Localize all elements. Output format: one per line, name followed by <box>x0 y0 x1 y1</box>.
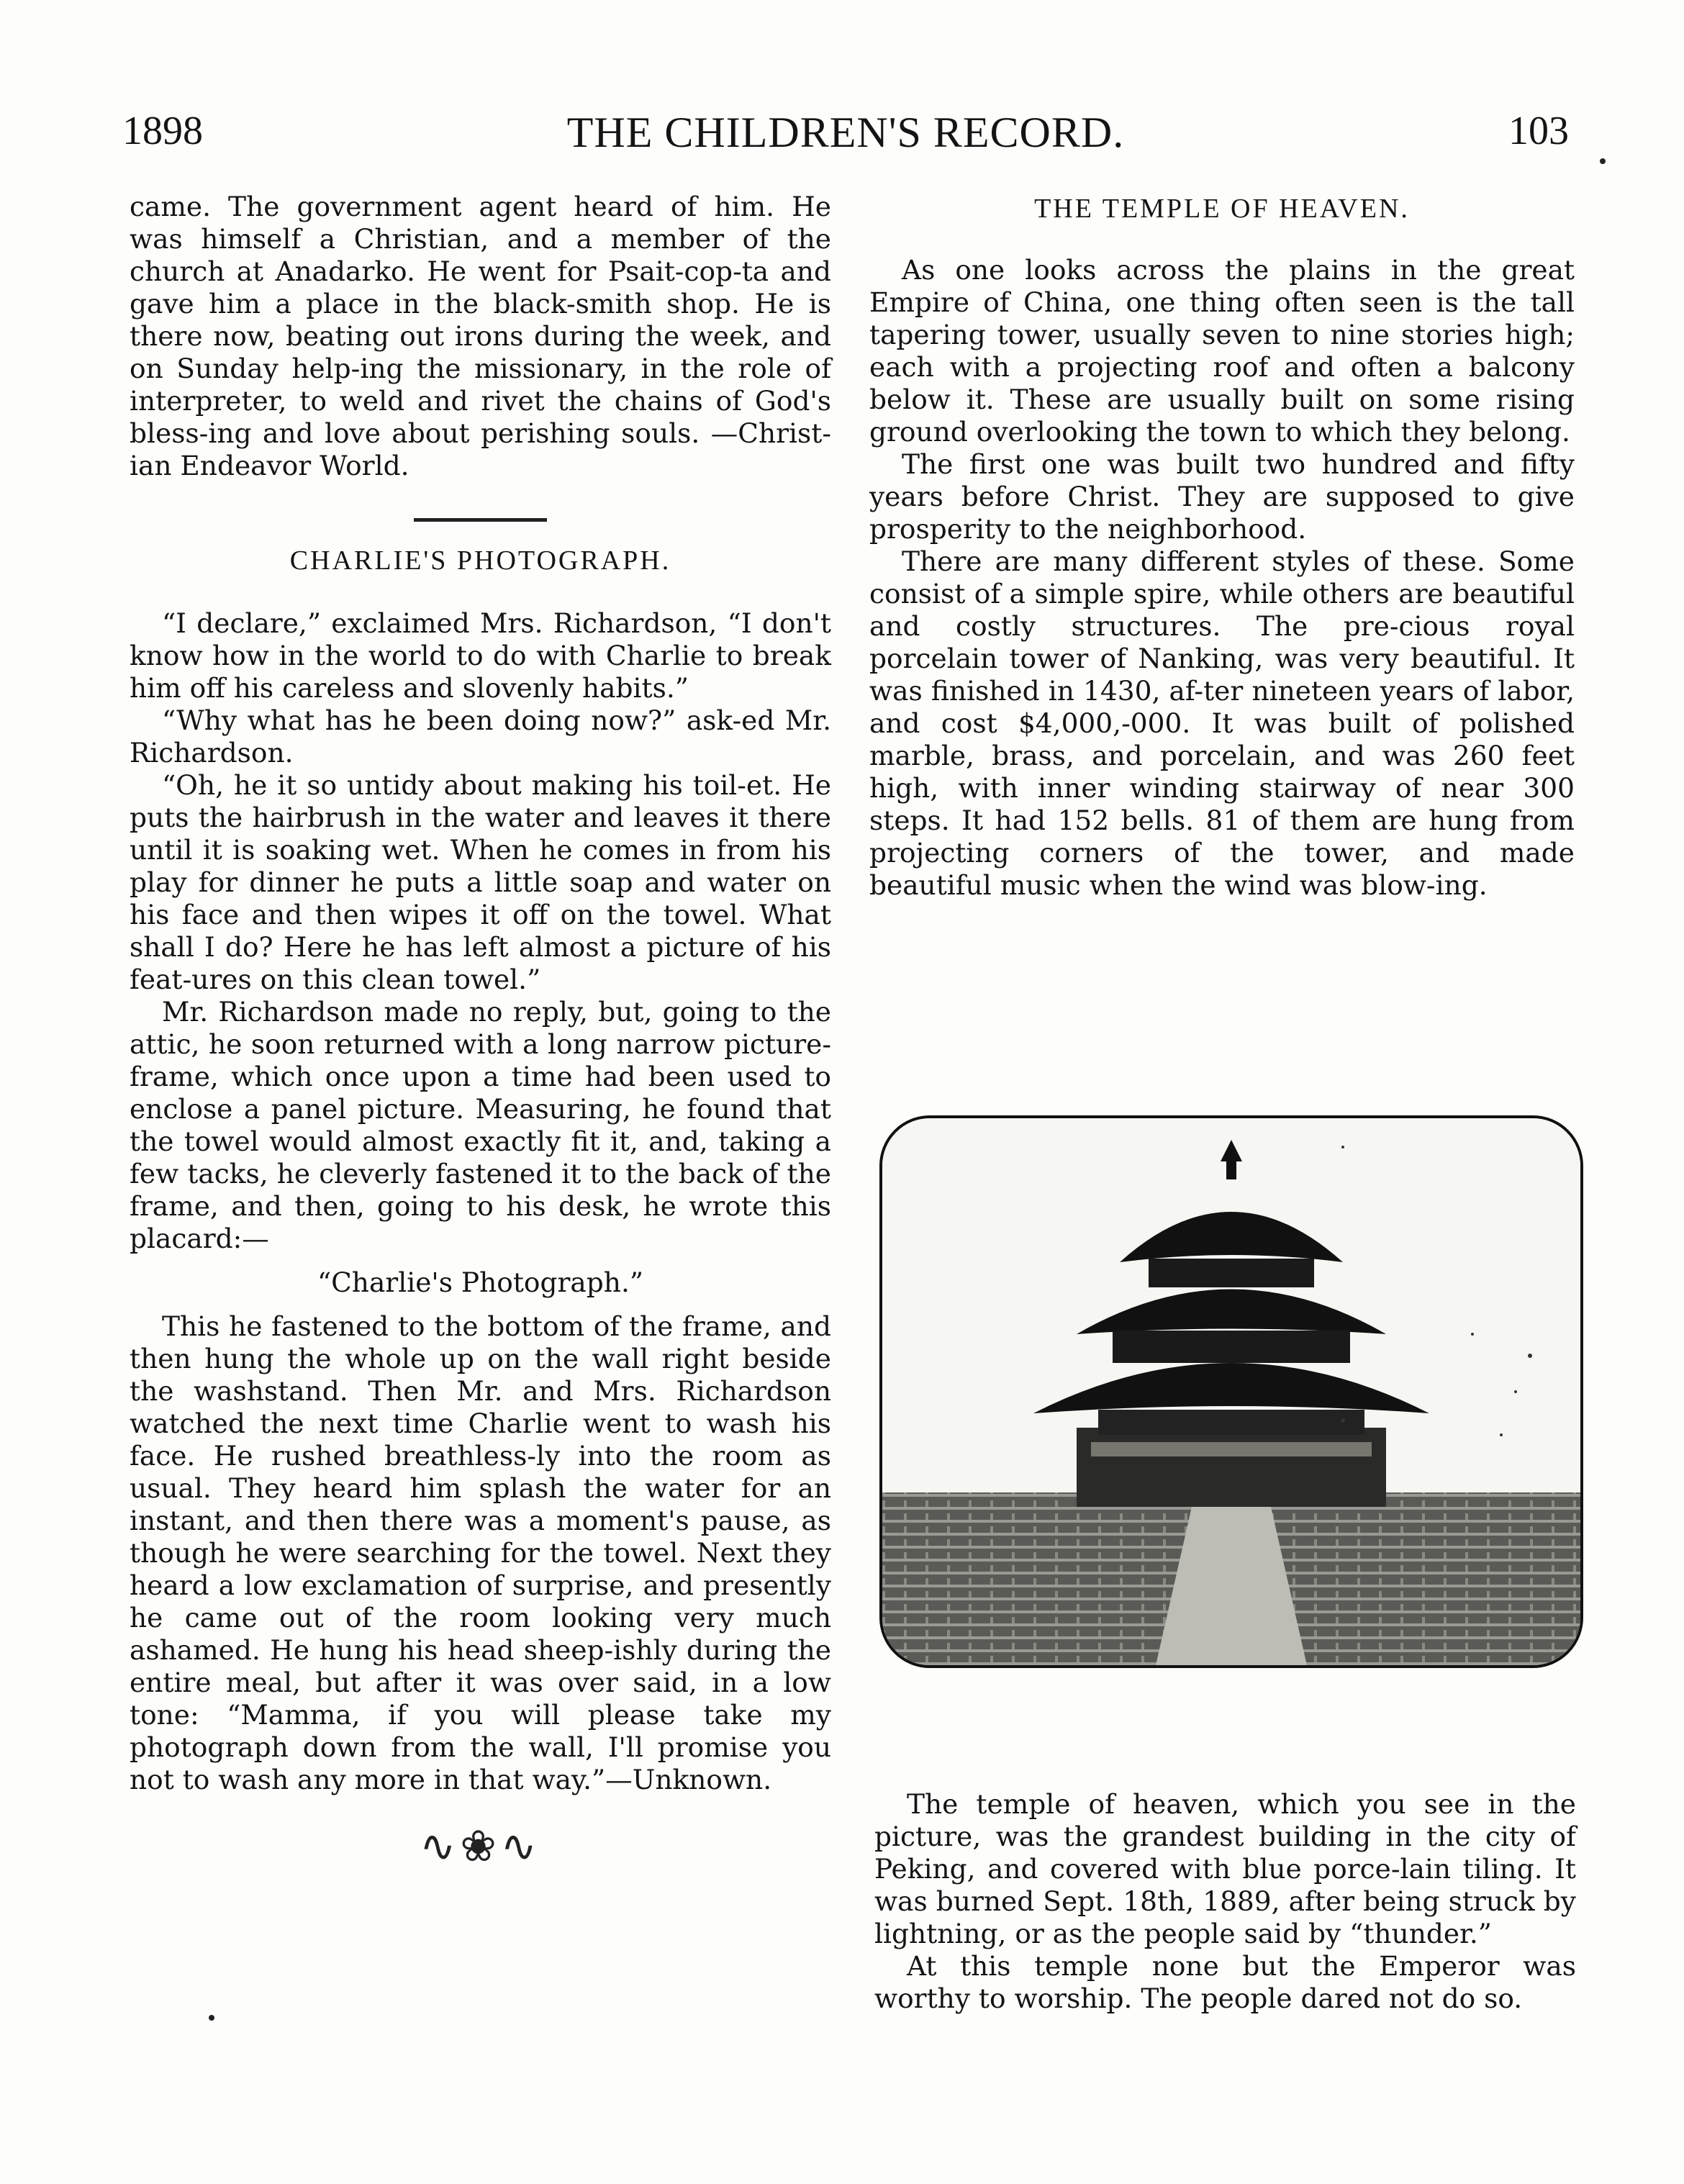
temple-photo <box>879 1115 1583 1668</box>
placard-text: “Charlie's Photograph.” <box>317 1267 644 1298</box>
publication-title: THE CHILDREN'S RECORD. <box>566 109 1125 156</box>
article-paragraph: As one looks across the plains in the great Empire of China, one thing often seen is the tall tapering tower, usually seven to nine stories high; each with a projecting roof and often a balcony below it. These are usually built on some rising ground overlooking the town to which they belong. <box>869 254 1575 448</box>
print-speck <box>1600 158 1606 164</box>
intro-paragraph: came. The government agent heard of him. He was himself a Christian, and a member of the church at Anadarko. He went for Psait-cop-ta and gave him a place in the black-smith shop. He is there now, beating out irons during the week, and on Sunday help-ing the missionary, in the role of interpreter, to weld and rivet the chains of God's bless-ing and love about perishing souls. —Christ-ian Endeavor World. <box>130 191 831 481</box>
story-paragraph: “I declare,” exclaimed Mrs. Richardson, “I don't know how in the world to do with Charlie to break him off his careless and slovenly habits.” <box>130 607 831 704</box>
article-paragraph: There are many different styles of these. Some consist of a simple spire, while others are beautiful and costly structures. The pre-cious royal porcelain tower of Nanking, was very beautiful. It was finished in 1430, af-ter nineteen years of labor, and cost $4,000,-000. It was built of polished marble, brass, and porcelain, and was 260 feet high, with inner winding stairway of near 300 steps. It had 152 bells. 81 of them are hung from projecting corners of the tower, and made beautiful music when the wind was blow-ing. <box>869 545 1575 901</box>
header-year: 1898 <box>122 109 203 153</box>
story-paragraph: “Why what has he been doing now?” ask-ed Mr. Richardson. <box>130 704 831 769</box>
article-paragraph: The first one was built two hundred and fifty years before Christ. They are supposed to give prosperity to the neighborhood. <box>869 448 1575 545</box>
story-paragraph: “Oh, he it so untidy about making his toil-et. He puts the hairbrush in the water and leaves it there until it is soaking wet. When he comes in from his play for dinner he puts a little soap and water on his face and then wipes it off on the towel. What shall I do? Here he has left almost a picture of his feat-ures on this clean towel.” <box>130 769 831 995</box>
story-title: CHARLIE'S PHOTOGRAPH. <box>289 545 671 576</box>
left-column <box>130 191 831 1872</box>
ornament-icon: ∿❀∿ <box>420 1821 541 1872</box>
story-paragraph: Mr. Richardson made no reply, but, going to the attic, he soon returned with a long narrow picture-frame, which once upon a time had been used to enclose a panel picture. Measuring, he found that the towel would almost exactly fit it, and, taking a few tacks, he cleverly fastened it to the back of the frame, and then, going to his desk, he wrote this placard:— <box>130 996 831 1254</box>
photo-description-paragraph: The temple of heaven, which you see in the picture, was the grandest building in the city of Peking, and covered with blue porce-lain tiling. It was burned Sept. 18th, 1889, after being struck by lightning, or as the people said by “thunder.” <box>874 1788 1576 1949</box>
page-header <box>122 108 1569 173</box>
print-speck <box>209 2015 214 2021</box>
temple-of-heaven-icon <box>882 1118 1580 1665</box>
article-title: THE TEMPLE OF HEAVEN. <box>1034 194 1410 224</box>
page-number: 103 <box>1508 109 1569 153</box>
right-column <box>869 193 1575 902</box>
right-column-continued <box>874 1788 1576 2015</box>
photo-description-paragraph: At this temple none but the Emperor was worthy to worship. The people dared not do so. <box>874 1950 1576 2014</box>
story-closing-paragraph: This he fastened to the bottom of the frame, and then hung the whole up on the wall right beside the washstand. Then Mr. and Mrs. Richardson watched the next time Charlie went to wash his face. He rushed breathless-ly into the room as usual. They heard him splash the water for an instant, and then there was a moment's pause, as though he were searching for the towel. Next they heard a low exclamation of surprise, and presently he came out of the room looking very much ashamed. He hung his head sheep-ishly during the entire meal, but after it was over said, in a low tone: “Mamma, if you will please take my photograph down from the wall, I'll promise you not to wash any more in that way.”—Unknown. <box>130 1310 831 1795</box>
